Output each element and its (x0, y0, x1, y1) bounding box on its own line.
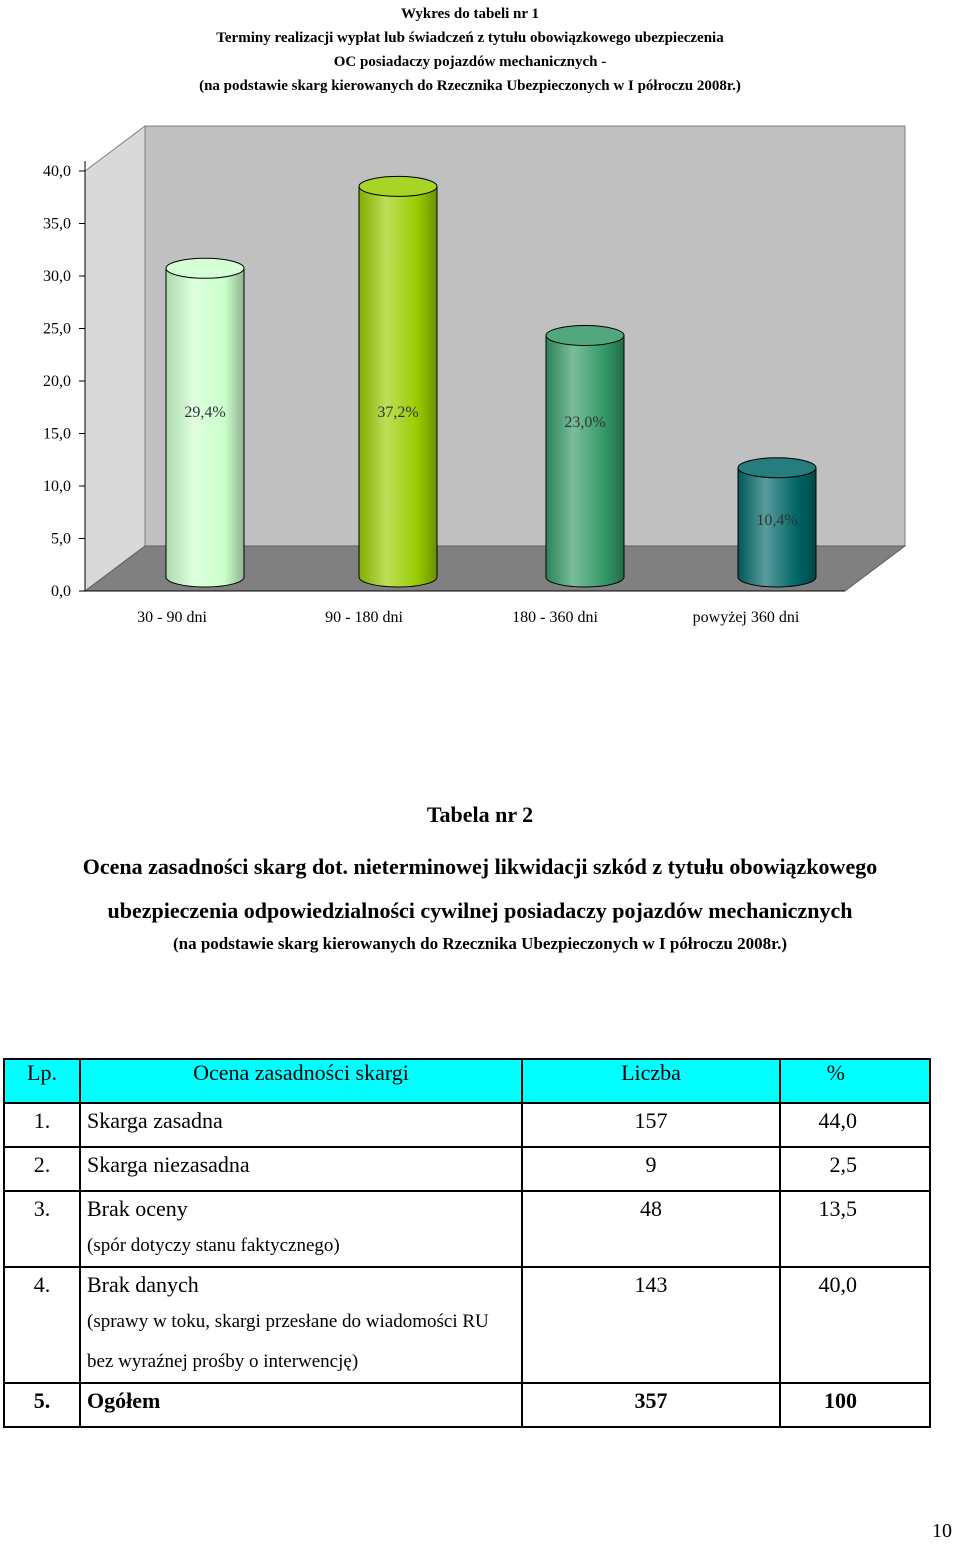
y-tick-label: 0,0 (51, 583, 71, 600)
header-assessment: Ocena zasadności skargi (80, 1059, 522, 1103)
chart-title-line: (na podstawie skarg kierowanych do Rzecznika Ubezpieczonych w I półroczu 2008r.) (199, 78, 741, 94)
cell-name: Skarga zasadna (80, 1103, 522, 1147)
y-tick-label: 20,0 (43, 373, 71, 390)
bar-cylinder (546, 336, 624, 588)
cell-name: Ogółem (80, 1383, 522, 1427)
bar-chart (0, 110, 960, 650)
category-label: powyżej 360 dni (692, 609, 800, 626)
cell-count: 157 (522, 1103, 780, 1147)
assessment-table (3, 1058, 931, 1428)
data-label: 37,2% (377, 404, 419, 421)
y-tick-label: 30,0 (43, 268, 71, 285)
chart-title-line: OC posiadaczy pojazdów mechanicznych - (333, 54, 607, 70)
cell-name: Brak danych (87, 1272, 199, 1297)
table-row (4, 1103, 930, 1147)
cell-name: Brak oceny (87, 1196, 188, 1221)
table-total-row (4, 1383, 930, 1427)
chart-title-line: Wykres do tabeli nr 1 (400, 6, 540, 22)
y-tick-label: 35,0 (43, 215, 71, 233)
cell-lp: 4. (4, 1267, 80, 1383)
cell-name-with-note (80, 1191, 522, 1267)
category-label: 30 - 90 dni (137, 609, 207, 626)
cell-percent: 13,5 (780, 1191, 930, 1267)
data-label: 29,4% (184, 404, 226, 421)
y-tick-label: 10,0 (43, 478, 71, 495)
cell-count: 48 (522, 1191, 780, 1267)
table-title: Ocena zasadności skarg dot. nieterminowej likwidacji szkód z tytułu obowiązkowego ubezpieczenia odpowiedzialności cywilnej posiadaczy pojazdów mechanicznych (82, 854, 878, 923)
bar-top (166, 258, 244, 278)
category-label: 90 - 180 dni (325, 609, 403, 626)
bar-top (738, 458, 816, 478)
chart-side-wall (85, 126, 145, 591)
table-row (4, 1191, 930, 1267)
cell-percent: 44,0 (780, 1103, 930, 1147)
chart-title (0, 2, 940, 98)
cell-lp: 2. (4, 1147, 80, 1191)
cell-percent: 100 (780, 1383, 930, 1427)
y-tick-label: 25,0 (43, 320, 71, 338)
chart-title-line: Terminy realizacji wypłat lub świadczeń z tytułu obowiązkowego ubezpieczenia (216, 30, 724, 46)
table-subtitle: (na podstawie skarg kierowanych do Rzecznika Ubezpieczonych w I półroczu 2008r.) (172, 934, 788, 953)
table-row (4, 1147, 930, 1191)
y-tick-label: 5,0 (51, 530, 71, 548)
cell-note: (sprawy w toku, skargi przesłane do wiadomości RU bez wyraźnej prośby o interwencję) (87, 1311, 489, 1372)
cell-name-with-note (80, 1267, 522, 1383)
cell-note: (spór dotyczy stanu faktycznego) (87, 1235, 340, 1256)
bar-cylinder (166, 268, 244, 587)
cell-percent: 2,5 (780, 1147, 930, 1191)
cell-name: Skarga niezasadna (80, 1147, 522, 1191)
cell-lp: 1. (4, 1103, 80, 1147)
y-tick-label: 40,0 (43, 163, 71, 180)
cell-lp: 5. (4, 1383, 80, 1427)
table-row (4, 1267, 930, 1383)
header-lp: Lp. (4, 1059, 80, 1103)
data-label: 23,0% (564, 414, 606, 431)
cell-count: 9 (522, 1147, 780, 1191)
data-label: 10,4% (756, 512, 798, 529)
cell-lp: 3. (4, 1191, 80, 1267)
cell-count: 143 (522, 1267, 780, 1383)
bar-top (546, 326, 624, 346)
cell-percent: 40,0 (780, 1267, 930, 1383)
page-number: 10 (932, 1520, 952, 1542)
header-count: Liczba (522, 1059, 780, 1103)
table-heading: Tabela nr 2 (426, 802, 534, 827)
category-label: 180 - 360 dni (512, 609, 598, 626)
table-header-row (4, 1059, 930, 1103)
bar-cylinder (359, 186, 437, 587)
header-percent: % (780, 1059, 930, 1103)
y-tick-label: 15,0 (43, 425, 71, 443)
bar-top (359, 176, 437, 196)
cell-count: 357 (522, 1383, 780, 1427)
